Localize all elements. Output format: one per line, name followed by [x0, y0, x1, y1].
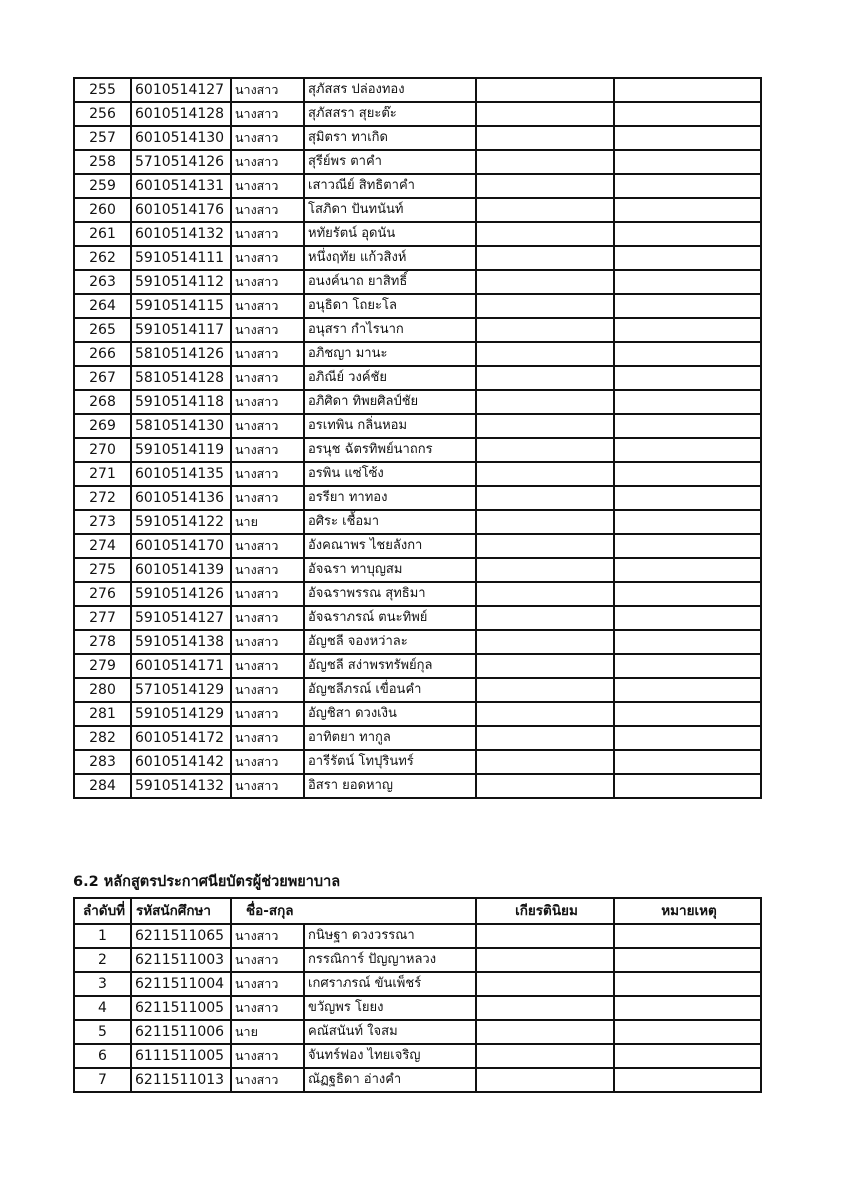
remarks-cell — [614, 462, 761, 486]
table-row — [74, 462, 761, 486]
row-number: 262 — [74, 246, 131, 270]
remarks-cell — [614, 222, 761, 246]
row-number: 268 — [74, 390, 131, 414]
remarks-cell — [614, 678, 761, 702]
row-number: 7 — [74, 1068, 131, 1092]
remarks-cell — [614, 534, 761, 558]
student-name: อรพิน แซ่โซ้ง — [304, 462, 476, 486]
remarks-cell — [614, 414, 761, 438]
table-row — [74, 1068, 761, 1092]
remarks-cell — [614, 654, 761, 678]
remarks-cell — [614, 294, 761, 318]
honors-cell — [476, 342, 614, 366]
name-title: นางสาว — [231, 996, 304, 1020]
student-id: 6010514170 — [131, 534, 231, 558]
table-row — [74, 702, 761, 726]
student-name: หนึ่งฤทัย แก้วสิงห์ — [304, 246, 476, 270]
row-number: 2 — [74, 948, 131, 972]
student-name: สุภัสสรา สุยะต๊ะ — [304, 102, 476, 126]
name-title: นางสาว — [231, 222, 304, 246]
honors-cell — [476, 1020, 614, 1044]
header-student-id: รหัสนักศึกษา — [131, 898, 231, 924]
row-number: 267 — [74, 366, 131, 390]
row-number: 270 — [74, 438, 131, 462]
student-name: สุภัสสร ปล่องทอง — [304, 78, 476, 102]
honors-cell — [476, 510, 614, 534]
name-title: นางสาว — [231, 198, 304, 222]
row-number: 274 — [74, 534, 131, 558]
row-number: 277 — [74, 606, 131, 630]
row-number: 1 — [74, 924, 131, 948]
honors-cell — [476, 486, 614, 510]
honors-cell — [476, 174, 614, 198]
honors-cell — [476, 774, 614, 798]
remarks-cell — [614, 948, 761, 972]
remarks-cell — [614, 750, 761, 774]
student-id: 5910514117 — [131, 318, 231, 342]
student-id: 5910514119 — [131, 438, 231, 462]
name-title: นางสาว — [231, 294, 304, 318]
honors-cell — [476, 318, 614, 342]
row-number: 279 — [74, 654, 131, 678]
table-row — [74, 774, 761, 798]
honors-cell — [476, 126, 614, 150]
table-row — [74, 126, 761, 150]
table-row — [74, 750, 761, 774]
remarks-cell — [614, 558, 761, 582]
name-title: นางสาว — [231, 318, 304, 342]
remarks-cell — [614, 174, 761, 198]
remarks-cell — [614, 438, 761, 462]
remarks-cell — [614, 1068, 761, 1092]
student-name: กรรณิการ์ ปัญญาหลวง — [304, 948, 476, 972]
name-title: นางสาว — [231, 102, 304, 126]
student-id: 6010514142 — [131, 750, 231, 774]
student-name: อารีรัตน์ โทปุรินทร์ — [304, 750, 476, 774]
honors-cell — [476, 270, 614, 294]
remarks-cell — [614, 606, 761, 630]
honors-cell — [476, 462, 614, 486]
name-title: นางสาว — [231, 78, 304, 102]
row-number: 284 — [74, 774, 131, 798]
name-title: นางสาว — [231, 270, 304, 294]
student-name: เกศราภรณ์ ขันเพ็ชร์ — [304, 972, 476, 996]
student-id: 5910514126 — [131, 582, 231, 606]
table-row — [74, 534, 761, 558]
name-title: นางสาว — [231, 630, 304, 654]
student-id: 5910514127 — [131, 606, 231, 630]
honors-cell — [476, 582, 614, 606]
row-number: 283 — [74, 750, 131, 774]
remarks-cell — [614, 630, 761, 654]
header-remarks: หมายเหตุ — [614, 898, 761, 924]
student-name: อัจฉราภรณ์ ตนะทิพย์ — [304, 606, 476, 630]
table-row — [74, 726, 761, 750]
row-number: 276 — [74, 582, 131, 606]
honors-cell — [476, 150, 614, 174]
student-id: 5710514129 — [131, 678, 231, 702]
table-header-row — [74, 898, 761, 924]
row-number: 258 — [74, 150, 131, 174]
name-title: นางสาว — [231, 972, 304, 996]
table-row — [74, 318, 761, 342]
student-name: อศิระ เชื้อมา — [304, 510, 476, 534]
name-title: นางสาว — [231, 246, 304, 270]
row-number: 269 — [74, 414, 131, 438]
student-name: อาทิตยา ทากูล — [304, 726, 476, 750]
student-id: 5910514129 — [131, 702, 231, 726]
honors-cell — [476, 294, 614, 318]
student-name: อัญชลี จองหว่าละ — [304, 630, 476, 654]
row-number: 275 — [74, 558, 131, 582]
remarks-cell — [614, 774, 761, 798]
honors-cell — [476, 222, 614, 246]
remarks-cell — [614, 1044, 761, 1068]
student-name: เสาวณีย์ สิทธิตาคำ — [304, 174, 476, 198]
student-id: 6010514127 — [131, 78, 231, 102]
name-title: นาย — [231, 1020, 304, 1044]
honors-cell — [476, 534, 614, 558]
table-row — [74, 78, 761, 102]
name-title: นางสาว — [231, 924, 304, 948]
row-number: 282 — [74, 726, 131, 750]
student-name: คณัสนันท์ ใจสม — [304, 1020, 476, 1044]
remarks-cell — [614, 246, 761, 270]
row-number: 3 — [74, 972, 131, 996]
header-honors: เกียรตินิยม — [476, 898, 614, 924]
honors-cell — [476, 78, 614, 102]
name-title: นางสาว — [231, 678, 304, 702]
student-name: อภิชญา มานะ — [304, 342, 476, 366]
student-name: อรรียา ทาทอง — [304, 486, 476, 510]
remarks-cell — [614, 150, 761, 174]
student-id: 6010514176 — [131, 198, 231, 222]
student-id: 6010514136 — [131, 486, 231, 510]
student-id: 6010514132 — [131, 222, 231, 246]
name-title: นางสาว — [231, 390, 304, 414]
student-id: 6211511006 — [131, 1020, 231, 1044]
name-title: นางสาว — [231, 342, 304, 366]
student-name: อนงค์นาถ ยาสิทธิ์ — [304, 270, 476, 294]
row-number: 255 — [74, 78, 131, 102]
row-number: 259 — [74, 174, 131, 198]
student-name: อรเทพิน กลิ่นหอม — [304, 414, 476, 438]
name-title: นางสาว — [231, 486, 304, 510]
honors-cell — [476, 198, 614, 222]
student-id: 6010514172 — [131, 726, 231, 750]
table-row — [74, 1020, 761, 1044]
table-row — [74, 582, 761, 606]
remarks-cell — [614, 318, 761, 342]
table-row — [74, 366, 761, 390]
honors-cell — [476, 438, 614, 462]
student-name: ขวัญพร โยยง — [304, 996, 476, 1020]
remarks-cell — [614, 390, 761, 414]
student-id: 6010514128 — [131, 102, 231, 126]
table-row — [74, 678, 761, 702]
row-number: 257 — [74, 126, 131, 150]
header-name: ชื่อ-สกุล — [231, 898, 476, 924]
honors-cell — [476, 390, 614, 414]
honors-cell — [476, 1044, 614, 1068]
student-name: ณัฏฐธิดา อ่างคำ — [304, 1068, 476, 1092]
honors-cell — [476, 924, 614, 948]
row-number: 6 — [74, 1044, 131, 1068]
student-name: อังคณาพร ไชยลังกา — [304, 534, 476, 558]
table-row — [74, 630, 761, 654]
student-name: หทัยรัตน์ อุดนัน — [304, 222, 476, 246]
remarks-cell — [614, 102, 761, 126]
remarks-cell — [614, 702, 761, 726]
student-id: 6211511004 — [131, 972, 231, 996]
row-number: 271 — [74, 462, 131, 486]
honors-cell — [476, 414, 614, 438]
student-name: อัญชิสา ดวงเงิน — [304, 702, 476, 726]
row-number: 263 — [74, 270, 131, 294]
honors-cell — [476, 558, 614, 582]
student-name: อภิณีย์ วงค์ชัย — [304, 366, 476, 390]
table-row — [74, 150, 761, 174]
student-name: สุมิตรา ทาเกิด — [304, 126, 476, 150]
student-id: 5910514122 — [131, 510, 231, 534]
name-title: นางสาว — [231, 702, 304, 726]
table-row — [74, 246, 761, 270]
honors-cell — [476, 678, 614, 702]
remarks-cell — [614, 1020, 761, 1044]
remarks-cell — [614, 126, 761, 150]
honors-cell — [476, 630, 614, 654]
remarks-cell — [614, 726, 761, 750]
student-id: 6010514139 — [131, 558, 231, 582]
name-title: นางสาว — [231, 126, 304, 150]
table-row — [74, 414, 761, 438]
section-heading-6-2: 6.2 หลักสูตรประกาศนียบัตรผู้ช่วยพยาบาล — [73, 874, 341, 890]
student-id: 6211511013 — [131, 1068, 231, 1092]
row-number: 266 — [74, 342, 131, 366]
name-title: นางสาว — [231, 582, 304, 606]
name-title: นางสาว — [231, 534, 304, 558]
remarks-cell — [614, 270, 761, 294]
student-id: 5810514130 — [131, 414, 231, 438]
remarks-cell — [614, 198, 761, 222]
header-no: ลำดับที่ — [74, 898, 131, 924]
row-number: 256 — [74, 102, 131, 126]
student-name: อนุสรา กำไรนาก — [304, 318, 476, 342]
honors-cell — [476, 726, 614, 750]
name-title: นางสาว — [231, 774, 304, 798]
student-name: จันทร์ฟอง ไทยเจริญ — [304, 1044, 476, 1068]
student-name: อิสรา ยอดหาญ — [304, 774, 476, 798]
student-name: อัจฉรา ทาบุญสม — [304, 558, 476, 582]
student-name: อัจฉราพรรณ สุทธิมา — [304, 582, 476, 606]
honors-cell — [476, 948, 614, 972]
remarks-cell — [614, 582, 761, 606]
name-title: นาย — [231, 510, 304, 534]
name-title: นางสาว — [231, 366, 304, 390]
table-row — [74, 996, 761, 1020]
row-number: 278 — [74, 630, 131, 654]
table-row — [74, 606, 761, 630]
remarks-cell — [614, 342, 761, 366]
table-row — [74, 390, 761, 414]
honors-cell — [476, 972, 614, 996]
name-title: นางสาว — [231, 174, 304, 198]
student-id: 6010514131 — [131, 174, 231, 198]
table-row — [74, 270, 761, 294]
graduates-table-continued — [73, 77, 762, 799]
student-name: สุรีย์พร ตาคำ — [304, 150, 476, 174]
student-name: อัญชลีภรณ์ เขื่อนคำ — [304, 678, 476, 702]
student-id: 5910514118 — [131, 390, 231, 414]
honors-cell — [476, 996, 614, 1020]
student-name: กนิษฐา ดวงวรรณา — [304, 924, 476, 948]
name-title: นางสาว — [231, 948, 304, 972]
remarks-cell — [614, 996, 761, 1020]
student-id: 6010514130 — [131, 126, 231, 150]
name-title: นางสาว — [231, 1068, 304, 1092]
name-title: นางสาว — [231, 438, 304, 462]
row-number: 261 — [74, 222, 131, 246]
table-row — [74, 972, 761, 996]
table-row — [74, 924, 761, 948]
table-row — [74, 654, 761, 678]
table-row — [74, 342, 761, 366]
student-id: 6111511005 — [131, 1044, 231, 1068]
remarks-cell — [614, 366, 761, 390]
table-row — [74, 558, 761, 582]
table-row — [74, 510, 761, 534]
row-number: 281 — [74, 702, 131, 726]
table-row — [74, 486, 761, 510]
row-number: 273 — [74, 510, 131, 534]
table-row — [74, 102, 761, 126]
table-row — [74, 174, 761, 198]
student-id: 6211511003 — [131, 948, 231, 972]
name-title: นางสาว — [231, 654, 304, 678]
student-id: 5910514132 — [131, 774, 231, 798]
honors-cell — [476, 366, 614, 390]
remarks-cell — [614, 972, 761, 996]
student-id: 5910514112 — [131, 270, 231, 294]
name-title: นางสาว — [231, 726, 304, 750]
student-id: 5910514138 — [131, 630, 231, 654]
honors-cell — [476, 246, 614, 270]
honors-cell — [476, 102, 614, 126]
student-name: โสภิดา ปันทนันท์ — [304, 198, 476, 222]
row-number: 264 — [74, 294, 131, 318]
table-row — [74, 294, 761, 318]
table-row — [74, 222, 761, 246]
assistant-nurse-certificate-table — [73, 897, 762, 1093]
student-id: 5910514111 — [131, 246, 231, 270]
name-title: นางสาว — [231, 462, 304, 486]
student-id: 6211511065 — [131, 924, 231, 948]
student-id: 5810514126 — [131, 342, 231, 366]
name-title: นางสาว — [231, 1044, 304, 1068]
name-title: นางสาว — [231, 606, 304, 630]
student-id: 5710514126 — [131, 150, 231, 174]
student-name: อภิศิดา ทิพยศิลป์ชัย — [304, 390, 476, 414]
remarks-cell — [614, 924, 761, 948]
student-id: 6010514135 — [131, 462, 231, 486]
table-row — [74, 1044, 761, 1068]
name-title: นางสาว — [231, 150, 304, 174]
honors-cell — [476, 606, 614, 630]
student-id: 6211511005 — [131, 996, 231, 1020]
row-number: 272 — [74, 486, 131, 510]
row-number: 260 — [74, 198, 131, 222]
table-row — [74, 948, 761, 972]
honors-cell — [476, 750, 614, 774]
student-id: 5910514115 — [131, 294, 231, 318]
name-title: นางสาว — [231, 750, 304, 774]
table-row — [74, 438, 761, 462]
name-title: นางสาว — [231, 414, 304, 438]
student-name: อัญชลี สง่าพรทรัพย์กุล — [304, 654, 476, 678]
row-number: 4 — [74, 996, 131, 1020]
honors-cell — [476, 654, 614, 678]
student-id: 6010514171 — [131, 654, 231, 678]
row-number: 5 — [74, 1020, 131, 1044]
row-number: 280 — [74, 678, 131, 702]
table-row — [74, 198, 761, 222]
remarks-cell — [614, 78, 761, 102]
remarks-cell — [614, 510, 761, 534]
student-id: 5810514128 — [131, 366, 231, 390]
student-name: อรนุช ฉัตรทิพย์นาถกร — [304, 438, 476, 462]
honors-cell — [476, 702, 614, 726]
student-name: อนุธิดา โถยะโล — [304, 294, 476, 318]
row-number: 265 — [74, 318, 131, 342]
remarks-cell — [614, 486, 761, 510]
honors-cell — [476, 1068, 614, 1092]
name-title: นางสาว — [231, 558, 304, 582]
